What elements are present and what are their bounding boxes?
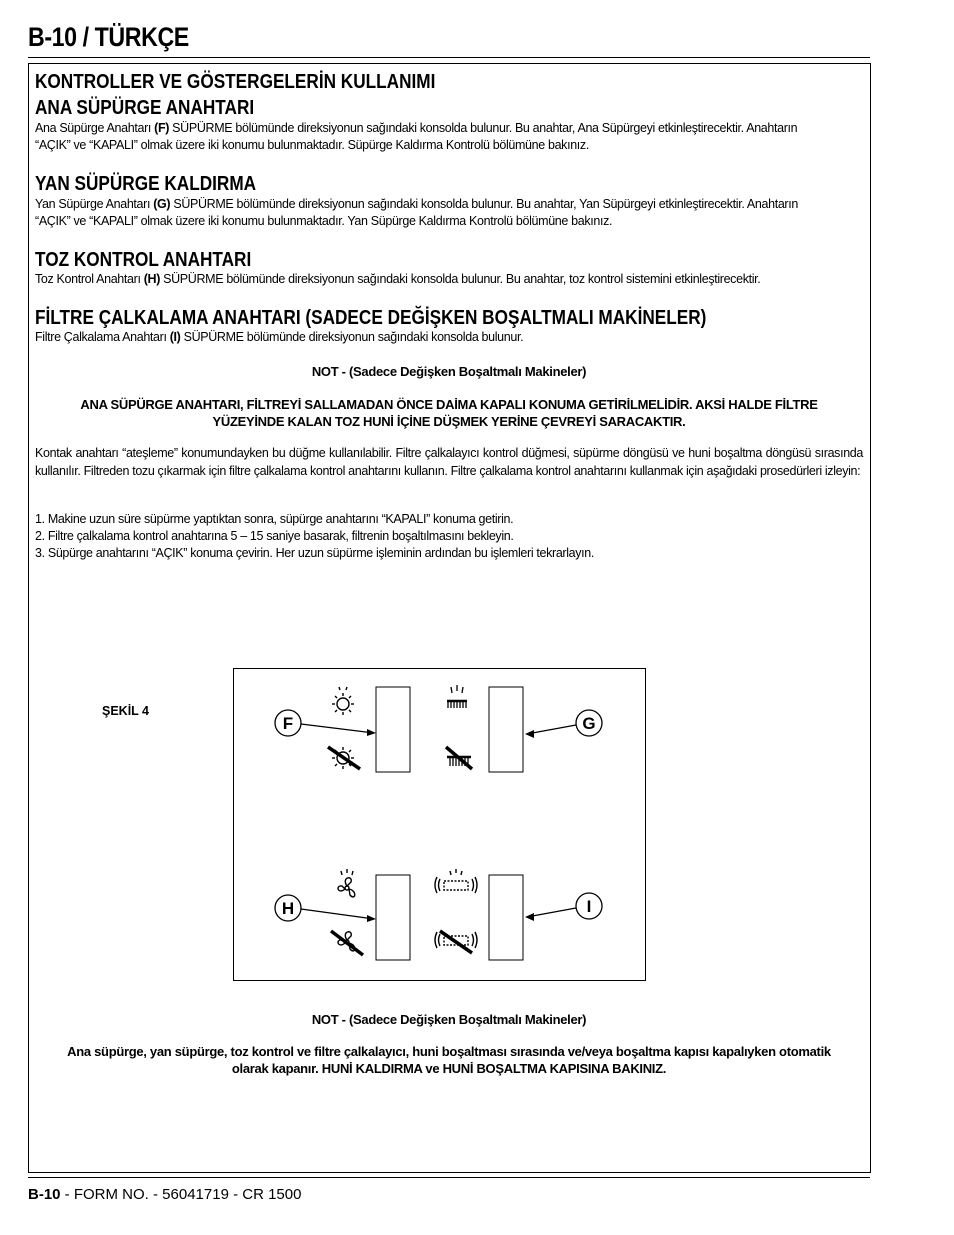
svg-text:H: H xyxy=(281,899,295,918)
callout-g xyxy=(525,710,602,738)
footer: B-10 - FORM NO. - 56041719 - CR 1500 xyxy=(28,1186,302,1203)
switch-i xyxy=(489,875,523,960)
filter-shaker-title: FİLTRE ÇALKALAMA ANAHTARI (SADECE DEĞİŞKEN BOŞALTMALI MAKİNELER) xyxy=(35,307,707,329)
main-broom-text-2: “AÇIK” ve “KAPALI” olmak üzere iki konumu bulunmaktadır. Süpürge Kaldırma Kontrolü bölümüne bakınız. xyxy=(35,138,589,152)
main-broom-title: ANA SÜPÜRGE ANAHTARI xyxy=(35,97,255,119)
svg-text:G: G xyxy=(582,714,596,733)
step-3: 3. Süpürge anahtarını “AÇIK” konuma çevirin. Her uzun süpürme işleminin ardından bu işlemleri tekrarlayın. xyxy=(35,546,595,560)
final-note-title: NOT - (Sadece Değişken Boşaltmalı Makineler) xyxy=(311,1012,587,1027)
main-broom-on-icon xyxy=(332,687,354,715)
filter-shaker-off-icon xyxy=(435,931,477,953)
filter-shaker-paragraph: Kontak anahtarı “ateşleme” konumundayken bu düğme kullanılabilir. Filtre çalkalayıcı kontrol düğmesi, süpürme döngüsü ve huni boşaltma döngüsü sırasında kullanılır. Filtreden tozu çıkarmak için filtre çalkalama kontrol anahtarını kullanın. Filtre çalkalama kontrol anahtarını kullanmak için aşağıdaki prosedürleri izleyin: xyxy=(35,446,863,478)
callout-f xyxy=(275,710,376,736)
final-note-line-1: Ana süpürge, yan süpürge, toz kontrol ve filtre çalkalayıcı, huni boşaltması sırasında ve/veya boşaltma kapısı kapalıyken otomatik xyxy=(67,1044,831,1059)
callout-h xyxy=(275,895,376,922)
fan-on-icon xyxy=(338,869,355,897)
filter-shaker-on-icon xyxy=(435,869,477,893)
fan-off-icon xyxy=(331,931,363,955)
callout-i xyxy=(525,893,602,921)
side-broom-title: YAN SÜPÜRGE KALDIRMA xyxy=(35,173,257,195)
switch-h xyxy=(376,875,410,960)
side-broom-text-1: Yan Süpürge Anahtarı (G) SÜPÜRME bölümünde direksiyonun sağındaki konsolda bulunur. Bu anahtar, Yan Süpürgeyi etkinleştirecektir. Anahtarın xyxy=(35,197,798,211)
note-warning-1: ANA SÜPÜRGE ANAHTARI, FİLTREYİ SALLAMADAN ÖNCE DAİMA KAPALI KONUMA GETİRİLMELİDİR. AKSİ HALDE FİLTRE xyxy=(80,397,818,412)
top-divider xyxy=(28,57,870,58)
side-broom-text-2: “AÇIK” ve “KAPALI” olmak üzere iki konumu bulunmaktadır. Yan Süpürge Kaldırma Kontrolü bölümüne bakınız. xyxy=(35,214,613,228)
filter-shaker-text: Filtre Çalkalama Anahtarı (I) SÜPÜRME bölümünde direksiyonun sağındaki konsolda bulunur. xyxy=(35,330,524,344)
note-warning-2: YÜZEYİNDE KALAN TOZ HUNİ İÇİNE DÜŞMEK YERİNE ÇEVREYİ SARACAKTIR. xyxy=(212,414,686,429)
switch-panel-drawing xyxy=(234,669,647,982)
switch-panel-figure xyxy=(233,668,646,981)
dust-control-title: TOZ KONTROL ANAHTARI xyxy=(35,249,252,271)
step-2: 2. Filtre çalkalama kontrol anahtarına 5 – 15 saniye basarak, filtrenin boşaltılmasını bekleyin. xyxy=(35,529,514,543)
final-note-line-2: olarak kapanır. HUNİ KALDIRMA ve HUNİ BOŞALTMA KAPISINA BAKINIZ. xyxy=(231,1061,667,1076)
switch-f xyxy=(376,687,410,772)
page-title: B-10 / TÜRKÇE xyxy=(28,22,189,52)
step-1: 1. Makine uzun süre süpürme yaptıktan sonra, süpürge anahtarını “KAPALI” konuma getirin. xyxy=(35,512,514,526)
figure-label: ŞEKİL 4 xyxy=(102,704,150,718)
main-broom-text-1: Ana Süpürge Anahtarı (F) SÜPÜRME bölümünde direksiyonun sağındaki konsolda bulunur. Bu anahtar, Ana Süpürgeyi etkinleştirecektir. Anahtarın xyxy=(35,121,798,135)
dust-control-text: Toz Kontrol Anahtarı (H) SÜPÜRME bölümünde direksiyonun sağındaki konsolda bulunur. Bu anahtar, toz kontrol sistemini etkinleştirecektir. xyxy=(35,272,761,286)
side-broom-on-icon xyxy=(447,685,467,708)
bottom-divider xyxy=(28,1177,870,1178)
switch-g xyxy=(489,687,523,772)
main-broom-off-icon xyxy=(328,747,360,769)
side-broom-off-icon xyxy=(446,747,472,769)
svg-text:I: I xyxy=(586,897,592,916)
note-title: NOT - (Sadece Değişken Boşaltmalı Makineler) xyxy=(311,364,587,379)
svg-text:F: F xyxy=(282,714,294,733)
main-heading: KONTROLLER VE GÖSTERGELERİN KULLANIMI xyxy=(35,71,436,93)
